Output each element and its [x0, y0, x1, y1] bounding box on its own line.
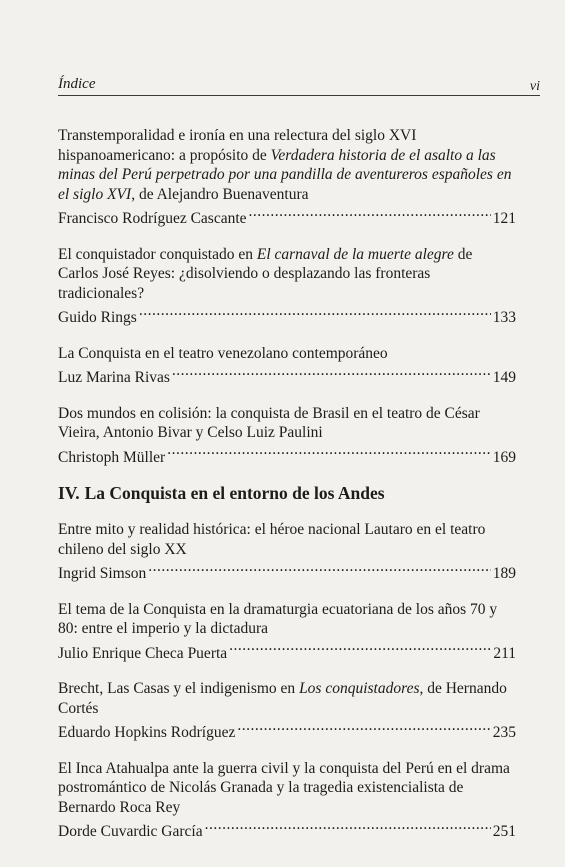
- entry-author: Francisco Rodríguez Cascante: [58, 210, 247, 227]
- entry-title: [58, 245, 516, 304]
- entry-author: Ingrid Simson: [58, 565, 147, 582]
- entry-title-italic-part: Los conquistadores: [299, 680, 420, 697]
- section-title: La Conquista en el entorno de los Andes: [84, 483, 385, 503]
- entry-author-line: [58, 559, 516, 584]
- entry-author-line: [58, 204, 516, 229]
- entry-title: [58, 600, 516, 639]
- toc-entries-group-2: [58, 520, 516, 842]
- entry-author-line: [58, 303, 516, 328]
- dot-leader: [148, 559, 490, 578]
- entry-title-part: , de Alejandro Buenaventura: [131, 185, 309, 203]
- section-heading: [58, 483, 516, 503]
- toc-entry: [58, 126, 516, 229]
- entry-title-part: El Inca Atahualpa ante la guerra civil y la conquista del Perú en el drama postromántico de Nicolás Granada y la tragedia existencialista de Bernardo Roca Rey: [58, 759, 510, 816]
- dot-leader: [237, 718, 490, 737]
- toc-entry: [58, 679, 516, 743]
- entry-title-italic-part: Verdadera historia de el asalto a las minas del Perú perpetrado por una pandilla de aventureros españoles en el siglo XVI: [58, 146, 512, 203]
- dot-leader: [139, 303, 491, 322]
- entry-title-part: El tema de la Conquista en la dramaturgia ecuatoriana de los años 70 y 80: entre el imperio y la dictadura: [58, 600, 498, 637]
- entry-title: [58, 520, 516, 559]
- dot-leader: [172, 363, 491, 382]
- dot-leader: [167, 443, 491, 462]
- entry-title-part: Brecht, Las Casas y el indigenismo en: [58, 680, 300, 697]
- toc-entries-group-1: [58, 126, 516, 467]
- toc-entry: [58, 245, 516, 328]
- entry-author-line: [58, 639, 516, 664]
- toc-entry: [58, 404, 516, 468]
- entry-title-part: , de Hernando Cortés: [58, 680, 507, 717]
- entry-page-number: 235: [492, 724, 516, 741]
- entry-page-number: 189: [492, 565, 516, 582]
- entry-page-number: 121: [492, 210, 516, 227]
- entry-author: Eduardo Hopkins Rodríguez: [58, 724, 236, 741]
- entry-author: Christoph Müller: [58, 448, 166, 466]
- dot-leader: [249, 204, 491, 223]
- entry-title: [58, 126, 516, 204]
- entry-author: Dorde Cuvardic García: [58, 823, 203, 840]
- entry-title-italic-part: El carnaval de la muerte alegre: [256, 245, 454, 263]
- entry-page-number: 149: [492, 369, 516, 386]
- entry-author-line: [58, 363, 516, 388]
- dot-leader: [229, 639, 491, 658]
- entry-title: [58, 679, 516, 718]
- entry-author: Luz Marina Rivas: [58, 369, 170, 386]
- toc-entry: [58, 344, 516, 388]
- toc-entry: [58, 600, 516, 664]
- entry-title-part: Entre mito y realidad histórica: el héroe nacional Lautaro en el teatro chileno del siglo XX: [58, 521, 486, 558]
- section-number: IV.: [58, 483, 80, 503]
- entry-title: [58, 404, 516, 443]
- entry-page-number: 169: [492, 448, 516, 466]
- entry-author: Julio Enrique Checa Puerta: [58, 644, 228, 662]
- running-header: [58, 73, 540, 96]
- entry-author-line: [58, 817, 516, 842]
- entry-page-number: 133: [492, 309, 516, 326]
- entry-page-number: 211: [493, 644, 516, 662]
- entry-title-part: Transtemporalidad e ironía en una relectura del siglo XVI hispanoamericano: a propósito de: [58, 127, 417, 164]
- toc-entry: [58, 520, 516, 584]
- toc-entry: [58, 759, 516, 842]
- entry-title-part: El conquistador conquistado en: [58, 245, 257, 263]
- dot-leader: [205, 817, 491, 836]
- entry-author: Guido Rings: [58, 309, 137, 326]
- entry-title-part: Dos mundos en colisión: la conquista de Brasil en el teatro de César Vieira, Antonio Bivar y Celso Luiz Paulini: [58, 404, 480, 441]
- entry-author-line: [58, 443, 516, 468]
- header-title: Índice: [58, 76, 96, 92]
- entry-title-part: La Conquista en el teatro venezolano contemporáneo: [58, 344, 388, 362]
- entry-author-line: [58, 718, 516, 743]
- entry-title: [58, 759, 516, 818]
- entry-page-number: 251: [492, 823, 516, 840]
- header-page-number: vi: [529, 79, 540, 94]
- table-of-contents: [58, 126, 516, 858]
- entry-title: [58, 344, 516, 364]
- entry-title-part: de Carlos José Reyes: ¿disolviendo o desplazando las fronteras tradicionales?: [58, 245, 473, 302]
